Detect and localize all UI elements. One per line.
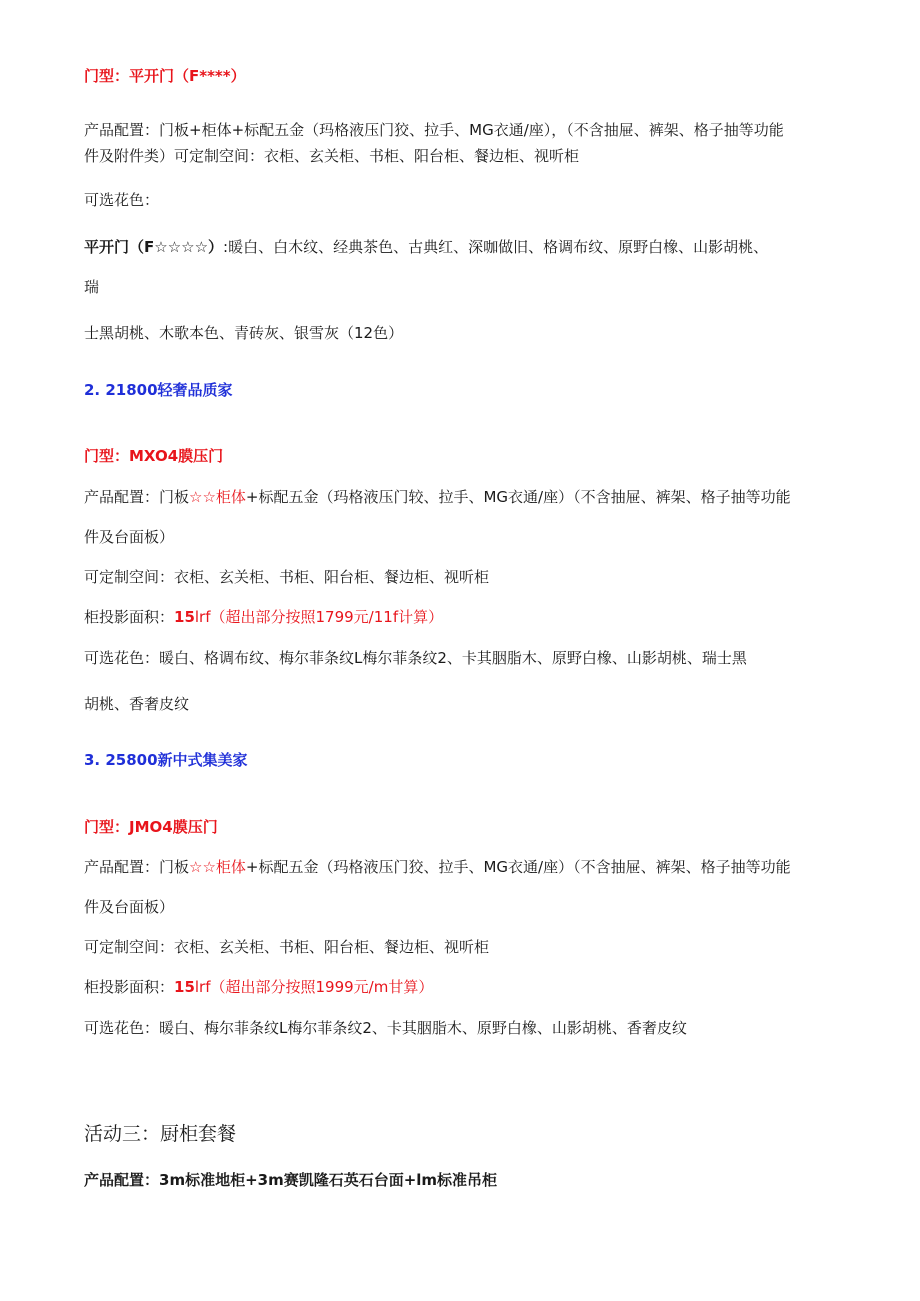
product-config-1-cont: 件及附件类）可定制空间：衣柜、玄关柜、书柜、阳台柜、餐边柜、视听柜 [84, 147, 580, 165]
config-3-prefix: 产品配置：门板 [84, 858, 190, 876]
color-options-2-cont: 胡桃、香奢皮纹 [84, 695, 190, 713]
door-type-jmo4: 门型：JMO4膜压门 [84, 818, 218, 836]
config-2-suffix: +标配五金（玛格液压门较、拉手、MG衣通/座）（不含抽屉、裤架、格子抽等功能 [245, 488, 791, 506]
activity-3-config: 产品配置：3m标准地柜+3m赛凯隆石英石台面+lm标准吊柜 [84, 1171, 498, 1189]
config-3-suffix: +标配五金（玛格液压门狡、拉手、MG衣通/座）（不含抽屉、裤架、格子抽等功能 [245, 858, 791, 876]
door-type-flat: 门型：平开门（F****） [84, 67, 246, 85]
area-3-unit: lrf（超出部分按照1999元/m甘算） [194, 978, 434, 996]
color-options-label: 可选花色： [84, 191, 160, 209]
product-config-3-cont: 件及台面板） [84, 898, 175, 916]
product-config-2 [84, 487, 880, 507]
package-3-heading: 3. 25800新中式集美家 [84, 751, 248, 769]
custom-spaces-2: 可定制空间：衣柜、玄关柜、书柜、阳台柜、餐边柜、视听柜 [84, 568, 490, 586]
activity-3-title: 活动三：厨柜套餐 [84, 1123, 237, 1145]
product-config-2-cont: 件及台面板） [84, 528, 175, 546]
config-3-stars: ☆☆柜体 [189, 858, 246, 876]
product-config-3 [84, 857, 880, 877]
custom-spaces-3: 可定制空间：衣柜、玄关柜、书柜、阳台柜、餐边柜、视听柜 [84, 938, 490, 956]
flat-door-title: 平开门（F☆☆☆☆） [84, 238, 224, 256]
product-config-1: 产品配置：门板+柜体+标配五金（玛格液压门狡、拉手、MG衣通/座），（不含抽屉、裤架、格子抽等功能 [84, 121, 784, 139]
package-2-heading: 2. 21800轻奢品质家 [84, 381, 233, 399]
color-options-3: 可选花色：暖白、梅尔菲条纹L梅尔菲条纹2、卡其胭脂木、原野白橡、山影胡桃、香奢皮纹 [84, 1019, 687, 1037]
area-3-label: 柜投影面积： [84, 978, 175, 996]
color-options-flat [84, 237, 880, 257]
area-2-unit: lrf（超出部分按照1799元/11f计算） [194, 608, 444, 626]
area-2-value: 15 [174, 608, 195, 626]
color-options-flat-cont1: 瑞 [84, 278, 100, 296]
color-options-flat-cont2: 士黑胡桃、木歌本色、青砖灰、银雪灰（12色） [84, 324, 404, 342]
projection-area-3 [84, 977, 880, 997]
config-2-prefix: 产品配置：门板 [84, 488, 190, 506]
config-2-stars: ☆☆柜体 [189, 488, 246, 506]
area-3-value: 15 [174, 978, 195, 996]
projection-area-2 [84, 607, 880, 627]
area-2-label: 柜投影面积： [84, 608, 175, 626]
color-options-2: 可选花色：暖白、格调布纹、梅尔菲条纹L梅尔菲条纹2、卡其胭脂木、原野白橡、山影胡桃、瑞士黑 [84, 649, 747, 667]
flat-door-colors: :暖白、白木纹、经典茶色、古典红、深咖做旧、格调布纹、原野白橡、山影胡桃、 [223, 238, 769, 256]
door-type-mxo4: 门型：MXO4膜压门 [84, 447, 224, 465]
